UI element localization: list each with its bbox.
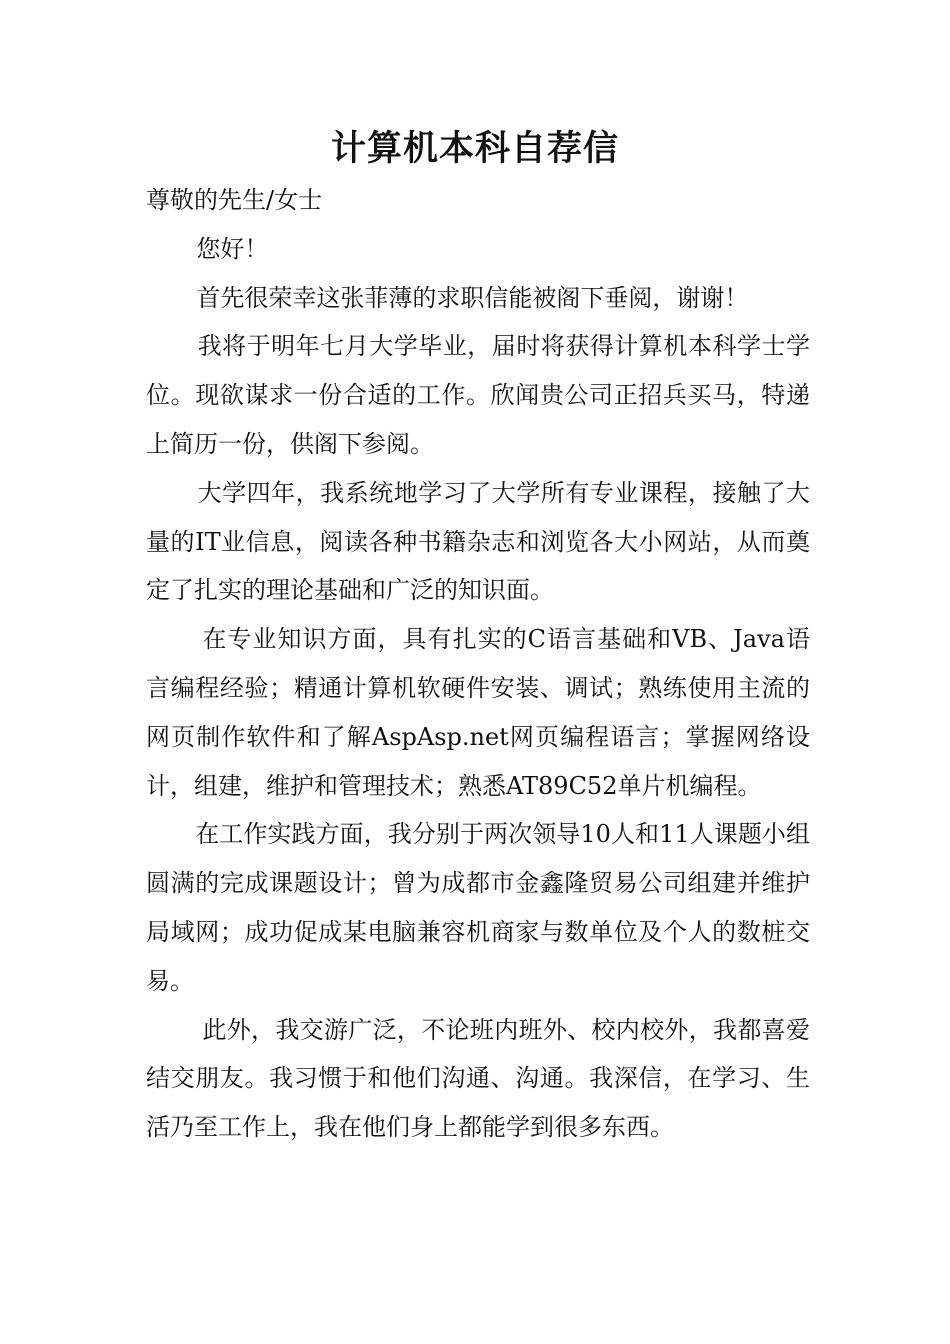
paragraph-work-practice: 在工作实践方面，我分别于两次领导10人和11人课题小组圆满的完成课题设计；曾为成都市金鑫隆贸易公司组建并维护局域网；成功促成某电脑兼容机商家与数单位及个人的数桩交易。 [146,820,810,995]
paragraph-social: 此外，我交游广泛，不论班内班外、校内校外，我都喜爱结交朋友。我习惯于和他们沟通、沟通。我深信，在学习、生活乃至工作上，我在他们身上都能学到很多东西。 [146,1015,810,1142]
paragraph-university-study: 大学四年，我系统地学习了大学所有专业课程，接触了大量的IT业信息，阅读各种书籍杂志和浏览各大小网站，从而奠定了扎实的理论基础和广泛的知识面。 [146,478,810,605]
letter-body [146,176,810,1152]
paragraph-greeting: 您好！ [196,234,269,263]
paragraph-professional-skills: 在专业知识方面，具有扎实的C语言基础和VB、Java语言编程经验；精通计算机软硬件安装、调试；熟练使用主流的网页制作软件和了解AspAsp.net网页编程语言；掌握网络设计，组建，维护和管理技术；熟悉AT89C52单片机编程。 [146,625,810,800]
salutation: 尊敬的先生/女士 [146,186,323,214]
document-title: 计算机本科自荐信 [330,129,619,169]
paragraph-thanks: 首先很荣幸这张菲薄的求职信能被阁下垂阅，谢谢！ [196,283,749,312]
paragraph-graduation: 我将于明年七月大学毕业，届时将获得计算机本科学士学位。现欲谋求一份合适的工作。欣闻贵公司正招兵买马，特递上简历一份，供阁下参阅。 [146,332,810,458]
